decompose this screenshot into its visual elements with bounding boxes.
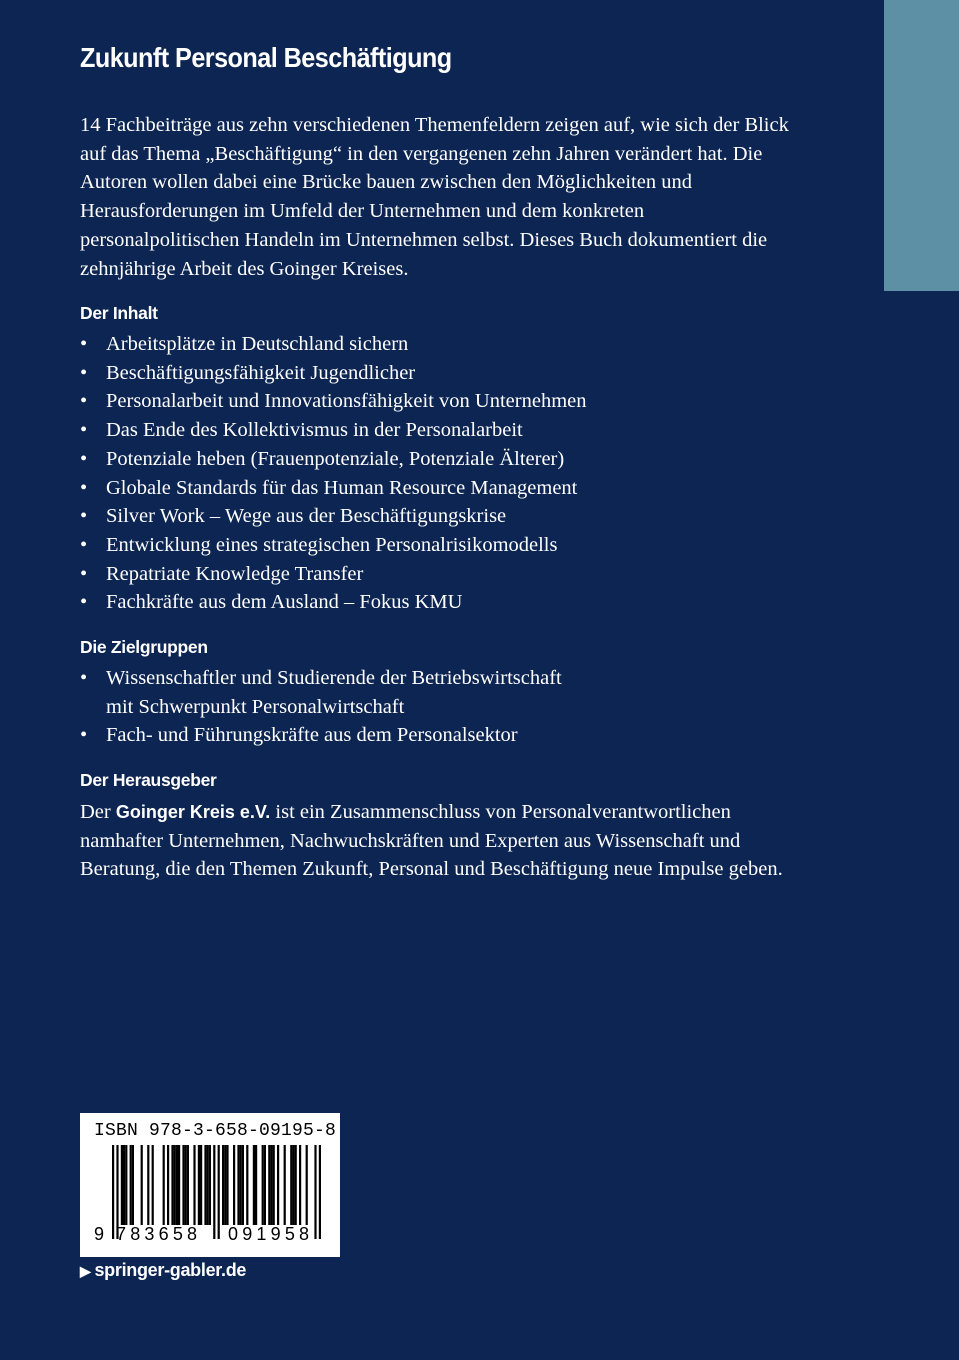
barcode-bar — [268, 1145, 270, 1225]
barcode-bar — [224, 1145, 226, 1225]
publisher-prefix: Der — [80, 801, 111, 823]
barcode-bar — [182, 1145, 184, 1225]
list-item: • Repatriate Knowledge Transfer — [80, 560, 587, 589]
barcode-bar — [255, 1145, 257, 1225]
arrow-right-icon: ▶ — [80, 1263, 91, 1279]
barcode-bar — [233, 1145, 235, 1225]
list-item: • Fachkräfte aus dem Ausland – Fokus KMU — [80, 588, 587, 617]
barcode-bar — [176, 1145, 178, 1225]
barcode-bar — [152, 1145, 154, 1225]
barcode-bar — [112, 1145, 114, 1239]
publisher-paragraph — [80, 798, 810, 884]
barcode-bar — [123, 1145, 125, 1225]
isbn-label: ISBN 978-3-658-09195-8 — [94, 1121, 337, 1141]
side-color-tab — [884, 0, 959, 291]
target-groups-heading: Die Zielgruppen — [80, 637, 208, 657]
barcode-bar — [246, 1145, 248, 1225]
barcode-bar — [213, 1145, 215, 1239]
barcode-bar — [132, 1145, 134, 1225]
intro-paragraph — [80, 111, 800, 283]
barcode-bar — [314, 1145, 316, 1239]
list-item: • Das Ende des Kollektivismus in der Personalarbeit — [80, 416, 587, 445]
list-item-line: mit Schwerpunkt Personalwirtschaft — [106, 695, 405, 718]
isbn-first-digit: 9 — [94, 1224, 105, 1244]
barcode-bar — [273, 1145, 275, 1225]
isbn-barcode — [80, 1113, 340, 1257]
list-item: • Silver Work – Wege aus der Beschäftigungskrise — [80, 502, 587, 531]
barcode-bar — [207, 1145, 209, 1225]
barcode-bar — [262, 1145, 264, 1225]
contents-list — [80, 330, 587, 617]
list-item: • Potenziale heben (Frauenpotenziale, Potenziale Älterer) — [80, 445, 587, 474]
list-item: • Globale Standards für das Human Resource Management — [80, 474, 587, 503]
barcode-bar — [270, 1145, 272, 1225]
barcode-bar — [193, 1145, 195, 1225]
barcode-bar — [171, 1145, 173, 1225]
barcode-bar — [226, 1145, 228, 1225]
barcode-bar — [290, 1145, 292, 1225]
barcode-bar — [284, 1145, 286, 1225]
barcode-bar — [121, 1145, 123, 1225]
barcode-bar — [178, 1145, 180, 1225]
intro-text: 14 Fachbeiträge aus zehn verschiedenen Themenfeldern zeigen auf, wie sich der Blick auf das Thema „Beschäftigung“ in den vergangenen zehn Jahren verändert hat. Die Autoren wollen dabei eine Brücke bauen zwischen den Möglichkeiten und Herausforderungen im Umfeld der Unternehmen und dem konkreten personalpolitischen Handeln im Unternehmen selbst. Dieses Buch dokumentiert die zehnjährige Arbeit des Goinger Kreises. — [80, 114, 789, 280]
barcode-bar — [319, 1145, 321, 1239]
barcode-bar — [292, 1145, 294, 1225]
barcode-bar — [167, 1145, 169, 1225]
publisher-heading: Der Herausgeber — [80, 770, 217, 790]
barcode-bar — [125, 1145, 127, 1225]
barcode-bar — [240, 1145, 242, 1225]
barcode-bar — [218, 1145, 220, 1239]
barcode-bar — [253, 1145, 255, 1225]
barcode-bar — [147, 1145, 149, 1225]
website-link[interactable] — [80, 1260, 246, 1281]
publisher-text — [80, 798, 810, 884]
barcode-bar — [209, 1145, 211, 1225]
barcode-bar — [141, 1145, 143, 1225]
barcode-bar — [185, 1145, 187, 1225]
barcode-bar — [200, 1145, 202, 1225]
barcode-bar — [204, 1145, 206, 1225]
book-title: Zukunft Personal Beschäftigung — [80, 42, 452, 73]
isbn-right-digits: 091958 — [228, 1224, 314, 1244]
barcode-bar — [222, 1145, 224, 1225]
list-item: • Entwicklung eines strategischen Personalrisikomodells — [80, 531, 587, 560]
barcode-bar — [174, 1145, 176, 1225]
isbn-left-digits: 783658 — [116, 1224, 202, 1244]
list-item: • Beschäftigungsfähigkeit Jugendlicher — [80, 359, 587, 388]
contents-heading: Der Inhalt — [80, 303, 158, 323]
barcode-bar — [295, 1145, 297, 1225]
list-item: • Personalarbeit und Innovationsfähigkeit von Unternehmen — [80, 387, 587, 416]
list-item: • Fach- und Führungskräfte aus dem Personalsektor — [80, 721, 562, 750]
barcode-bar — [130, 1145, 132, 1225]
list-item: • Arbeitsplätze in Deutschland sichern — [80, 330, 587, 359]
barcode-bar — [242, 1145, 244, 1225]
barcode-bar — [306, 1145, 308, 1225]
barcode-bar — [299, 1145, 301, 1225]
barcode-bar — [264, 1145, 266, 1225]
website-text: springer-gabler.de — [94, 1260, 247, 1280]
list-item-line: Wissenschaftler und Studierende der Betriebswirtschaft — [106, 667, 562, 689]
barcode-bar — [187, 1145, 189, 1225]
publisher-description: ist ein Zusammenschluss von Personalverantwortlichen namhafter Unternehmen, Nachwuchskräften und Experten aus Wissenschaft und Beratung, die den Themen Zukunft, Personal und Beschäftigung neue Impulse geben. — [80, 801, 783, 881]
publisher-name: Goinger Kreis e.V. — [115, 802, 271, 822]
barcode-bar — [163, 1145, 165, 1225]
barcode-bar — [198, 1145, 200, 1225]
list-item — [80, 664, 562, 721]
barcode-bar — [237, 1145, 239, 1225]
barcode-bar — [277, 1145, 279, 1225]
target-groups-list — [80, 664, 562, 750]
